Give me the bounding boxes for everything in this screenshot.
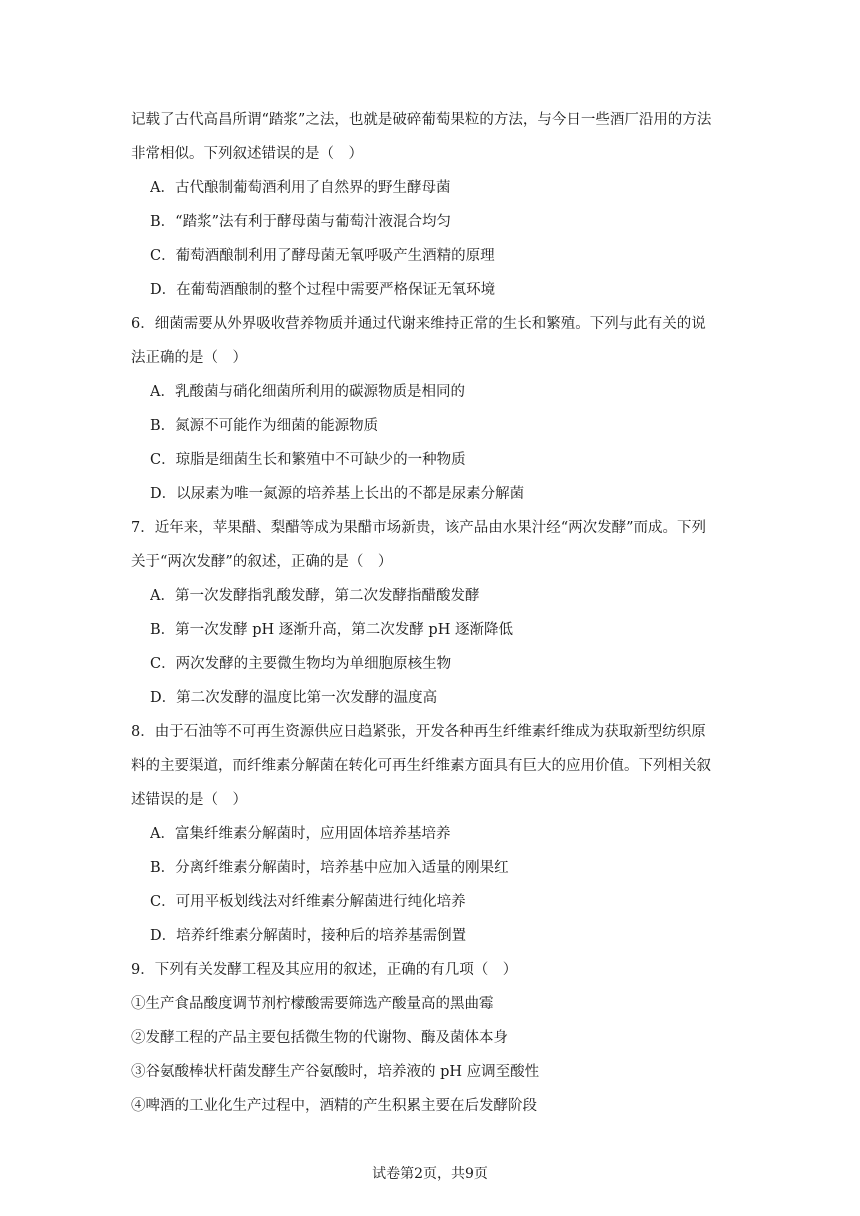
q9-item-4: ④啤酒的工业化生产过程中，酒精的产生积累主要在后发酵阶段 — [131, 1098, 537, 1114]
q7-option-a: A．第一次发酵指乳酸发酵，第二次发酵指醋酸发酵 — [150, 588, 480, 604]
q6-option-d: D．以尿素为唯一氮源的培养基上长出的不都是尿素分解菌 — [150, 486, 525, 502]
q8-option-d: D．培养纤维素分解菌时，接种后的培养基需倒置 — [150, 928, 467, 944]
q7-stem-line-1: 7．近年来，苹果醋、梨醋等成为果醋市场新贵，该产品由水果汁经“两次发酵”而成。下列 — [131, 520, 707, 536]
intro-line-1: 记载了古代高昌所谓“踏浆”之法，也就是破碎葡萄果粒的方法，与今日一些酒厂沿用的方法 — [131, 112, 712, 128]
q9-item-1: ①生产食品酸度调节剂柠檬酸需要筛选产酸量高的黑曲霉 — [131, 996, 494, 1012]
page-footer: 试卷第2页，共9页 — [372, 1166, 488, 1182]
q8-stem-line-1: 8．由于石油等不可再生资源供应日趋紧张，开发各种再生纤维素纤维成为获取新型纺织原 — [131, 724, 706, 740]
q7-option-b: B．第一次发酵 pH 逐渐升高，第二次发酵 pH 逐渐降低 — [150, 622, 513, 638]
q5-option-d: D．在葡萄酒酿制的整个过程中需要严格保证无氧环境 — [150, 282, 496, 298]
q5-option-b: B．“踏浆”法有利于酵母菌与葡萄汁液混合均匀 — [150, 214, 451, 230]
q7-stem-line-2: 关于“两次发酵”的叙述，正确的是（ ） — [131, 554, 393, 570]
q7-option-d: D．第二次发酵的温度比第一次发酵的温度高 — [150, 690, 438, 706]
q9-item-3: ③谷氨酸棒状杆菌发酵生产谷氨酸时，培养液的 pH 应调至酸性 — [131, 1064, 540, 1080]
q8-option-c: C．可用平板划线法对纤维素分解菌进行纯化培养 — [150, 894, 466, 910]
q6-option-a: A．乳酸菌与硝化细菌所利用的碳源物质是相同的 — [150, 384, 465, 400]
q6-stem-line-1: 6．细菌需要从外界吸收营养物质并通过代谢来维持正常的生长和繁殖。下列与此有关的说 — [131, 316, 706, 332]
q5-option-c: C．葡萄酒酿制利用了酵母菌无氧呼吸产生酒精的原理 — [150, 248, 495, 264]
q5-option-a: A．古代酿制葡萄酒利用了自然界的野生酵母菌 — [150, 180, 451, 196]
q6-option-b: B．氮源不可能作为细菌的能源物质 — [150, 418, 379, 434]
q8-stem-line-3: 述错误的是（ ） — [131, 792, 247, 808]
q9-item-2: ②发酵工程的产品主要包括微生物的代谢物、酶及菌体本身 — [131, 1030, 508, 1046]
q7-option-c: C．两次发酵的主要微生物均为单细胞原核生物 — [150, 656, 452, 672]
q9-stem: 9．下列有关发酵工程及其应用的叙述，正确的有几项（ ） — [131, 962, 518, 978]
q6-option-c: C．琼脂是细菌生长和繁殖中不可缺少的一种物质 — [150, 452, 466, 468]
q8-option-a: A．富集纤维素分解菌时，应用固体培养基培养 — [150, 826, 451, 842]
q6-stem-line-2: 法正确的是（ ） — [131, 350, 247, 366]
intro-line-2: 非常相似。下列叙述错误的是（ ） — [131, 146, 363, 162]
q8-option-b: B．分离纤维素分解菌时，培养基中应加入适量的刚果红 — [150, 860, 509, 876]
q8-stem-line-2: 料的主要渠道，而纤维素分解菌在转化可再生纤维素方面具有巨大的应用价值。下列相关叙 — [131, 758, 711, 774]
